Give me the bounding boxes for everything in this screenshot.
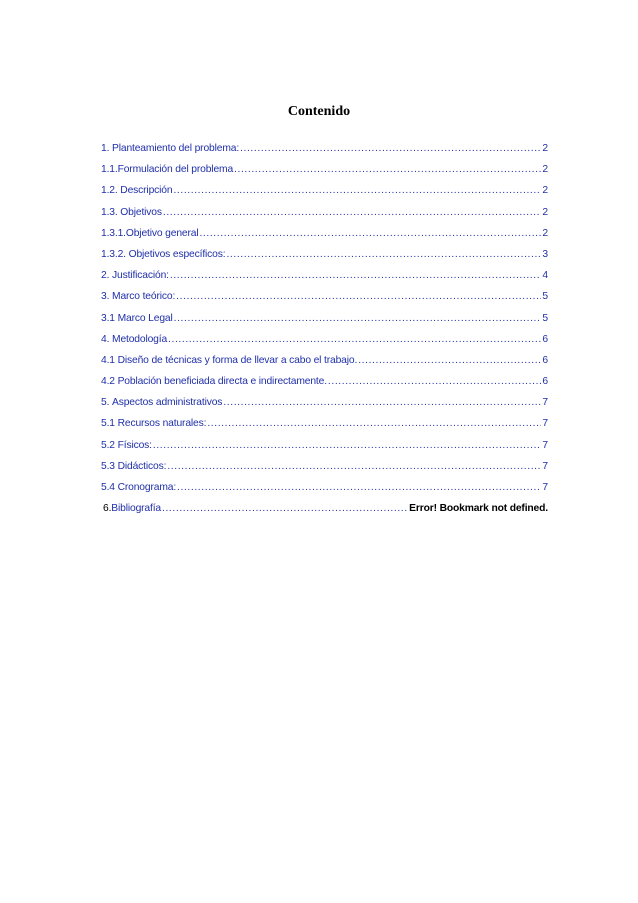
toc-leader-dots [358,355,541,366]
toc-entry-number: 3.1 [101,312,115,324]
toc-entry-label: Cronograma: [117,482,177,493]
toc-entry-label: Marco Legal [117,312,173,324]
toc-page-number: 7 [542,418,548,430]
toc-page-number: 2 [542,164,548,176]
toc-entry-label: Físicos: [117,439,152,451]
toc-leader-dots [240,143,541,154]
toc-page-number: 5 [542,291,548,303]
toc-leader-dots [170,270,542,281]
toc-entry-label: Marco teórico: [112,291,176,303]
toc-page-number: 7 [542,460,548,472]
toc-leader-dots [177,482,541,493]
toc-entry[interactable] [101,376,548,397]
toc-entry-number: 5. [101,397,110,409]
toc-entry-number: 5.4 [101,482,115,493]
toc-page-number: 7 [542,439,548,451]
toc-leader-dots [199,228,541,239]
toc-entry-label: Objetivos específicos: [128,248,226,260]
toc-entry-label: Diseño de técnicas y forma de llevar a cabo el trabajo. [117,354,358,366]
toc-entry-number: 4. [101,333,110,345]
toc-entry-number: 4.2 [101,376,115,388]
toc-leader-dots [153,440,542,451]
toc-entry-number: 1.2. [101,185,118,197]
toc-page-number: 4 [542,270,548,282]
toc-entry-label: Metodología [112,333,168,345]
toc-entry-number: 5.2 [101,439,115,451]
toc-leader-dots [328,376,542,387]
toc-entry-label: Formulación del problema [117,164,234,176]
toc-entry[interactable] [101,313,548,334]
toc-entry[interactable] [101,228,548,249]
toc-entry[interactable] [101,418,548,439]
toc-entry-number: 1.3. [101,206,118,218]
toc-leader-dots [226,249,541,260]
toc-page-number: 3 [542,248,548,260]
toc-entry-label: Didácticos: [117,460,167,472]
toc-leader-dots [167,461,541,472]
toc-entry-number: 1.1. [101,164,118,176]
toc-entry[interactable] [101,440,548,461]
toc-page-number: 7 [542,482,548,493]
toc-page-number: 2 [542,185,548,197]
toc-entry-number: 5.1 [101,418,115,430]
toc-entry-label: Planteamiento del problema: [112,143,240,154]
toc-entry-label: Descripción [120,185,173,197]
toc-entry-label: Recursos naturales: [117,418,207,430]
toc-entry-number: 1.3.2. [101,248,126,260]
toc-entry-number: 1. [101,143,110,154]
toc-entry-label: Objetivos [120,206,162,218]
toc-leader-dots [176,291,541,302]
toc-page-number: 6 [542,354,548,366]
toc-leader-dots [168,334,541,345]
toc-page-number: 7 [542,397,548,409]
toc-leader-dots [234,164,541,175]
toc-entry[interactable] [101,397,548,418]
toc-page-number: 6 [542,376,548,388]
toc-page-number: 2 [542,143,548,154]
toc-leader-dots [207,418,541,429]
toc-page-number: 6 [542,333,548,345]
toc-entry[interactable] [101,334,548,355]
toc-page-number: 2 [542,227,548,239]
toc-entry[interactable] [101,143,548,164]
toc-entry-number: 1.3.1. [101,227,126,239]
toc-error-message: Error! Bookmark not defined. [409,503,548,515]
toc-leader-dots [173,185,541,196]
toc-entry-label: Objetivo general [125,227,199,239]
toc-entry-number: 2. [101,270,110,282]
toc-entry[interactable] [101,291,548,312]
toc-leader-dots [174,313,542,324]
toc-entry[interactable] [101,355,548,376]
toc-entry-number: 3. [101,291,110,303]
toc-entry-label: Población beneficiada directa e indirectamente. [117,376,327,388]
toc-entry[interactable] [101,482,548,503]
toc-entry[interactable] [101,185,548,206]
toc-entry[interactable] [101,270,548,291]
toc-leader-dots [163,207,542,218]
toc-entry-label: Justificación: [112,270,169,282]
toc-page-number: 2 [542,206,548,218]
table-of-contents [101,143,548,524]
toc-title: Contenido [287,104,351,119]
toc-entry[interactable] [101,503,548,524]
toc-entry-number: 5.3 [101,460,115,472]
toc-entry-label: Bibliografía [111,503,162,515]
toc-page-number: 5 [542,312,548,324]
toc-leader-dots [223,397,541,408]
toc-leader-dots [162,503,408,514]
toc-entry-label: Aspectos administrativos [112,397,223,409]
toc-entry[interactable] [101,249,548,270]
toc-entry[interactable] [101,207,548,228]
toc-entry[interactable] [101,164,548,185]
toc-entry-number: 6. [103,503,112,515]
toc-entry[interactable] [101,461,548,482]
toc-entry-number: 4.1 [101,354,115,366]
